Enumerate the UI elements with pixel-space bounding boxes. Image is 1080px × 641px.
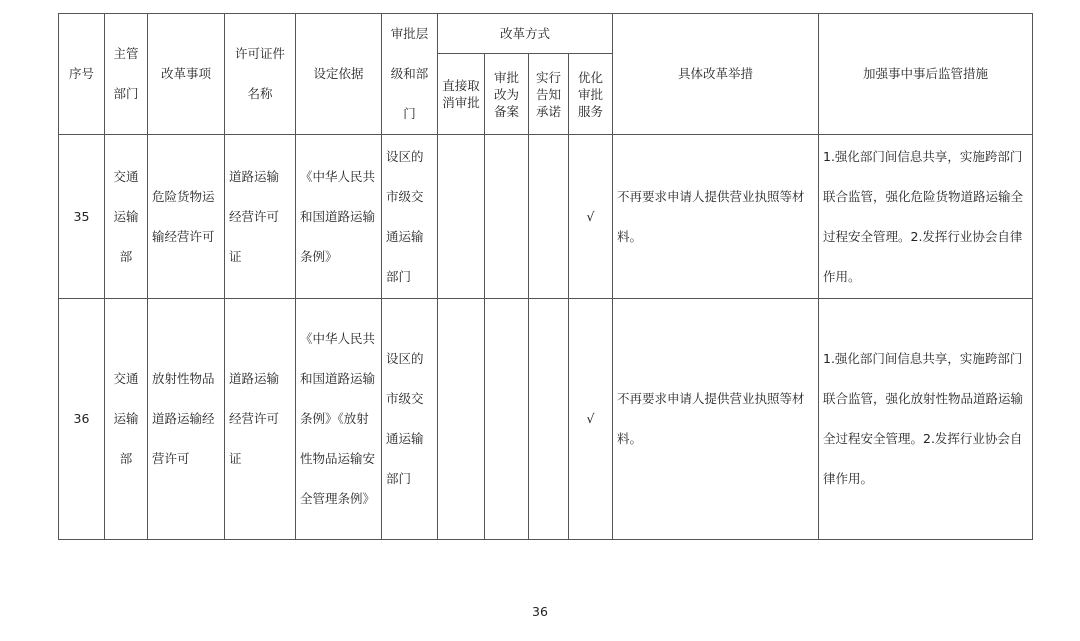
header-method-filing: 审批改为备案 (485, 54, 529, 135)
header-dept: 主管部门 (105, 14, 148, 135)
cell-supervision: 1.强化部门间信息共享，实施跨部门联合监管，强化危险货物道路运输全过程安全管理。2.发挥行业协会自律作用。 (819, 135, 1033, 299)
cell-license: 道路运输经营许可证 (225, 299, 296, 540)
cell-measures: 不再要求申请人提供营业执照等材料。 (613, 299, 819, 540)
cell-method-cancel (438, 299, 485, 540)
cell-method-cancel (438, 135, 485, 299)
header-method-cancel: 直接取消审批 (438, 54, 485, 135)
cell-dept: 交通运输部 (105, 135, 148, 299)
header-level: 审批层级和部门 (382, 14, 438, 135)
header-method-optimize: 优化审批服务 (569, 54, 613, 135)
header-basis: 设定依据 (296, 14, 382, 135)
cell-level: 设区的市级交通运输部门 (382, 299, 438, 540)
header-supervision: 加强事中事后监管措施 (819, 14, 1033, 135)
header-method-commitment: 实行告知承诺 (529, 54, 569, 135)
cell-item: 危险货物运输经营许可 (148, 135, 225, 299)
cell-seq: 36 (59, 299, 105, 540)
cell-item: 放射性物品道路运输经营许可 (148, 299, 225, 540)
header-method: 改革方式 (438, 14, 613, 54)
header-license: 许可证件名称 (225, 14, 296, 135)
cell-method-optimize: √ (569, 135, 613, 299)
table-row (59, 299, 1033, 540)
cell-method-commitment (529, 135, 569, 299)
cell-basis: 《中华人民共和国道路运输条例》《放射性物品运输安全管理条例》 (296, 299, 382, 540)
page-number: 36 (532, 604, 548, 619)
cell-supervision: 1.强化部门间信息共享，实施跨部门联合监管，强化放射性物品道路运输全过程安全管理。2.发挥行业协会自律作用。 (819, 299, 1033, 540)
cell-method-filing (485, 135, 529, 299)
cell-method-filing (485, 299, 529, 540)
cell-seq: 35 (59, 135, 105, 299)
reform-table (58, 13, 1033, 540)
header-item: 改革事项 (148, 14, 225, 135)
cell-license: 道路运输经营许可证 (225, 135, 296, 299)
table-row (59, 135, 1033, 299)
cell-measures: 不再要求申请人提供营业执照等材料。 (613, 135, 819, 299)
cell-method-optimize: √ (569, 299, 613, 540)
cell-method-commitment (529, 299, 569, 540)
cell-basis: 《中华人民共和国道路运输条例》 (296, 135, 382, 299)
header-seq: 序号 (59, 14, 105, 135)
header-measures: 具体改革举措 (613, 14, 819, 135)
cell-level: 设区的市级交通运输部门 (382, 135, 438, 299)
cell-dept: 交通运输部 (105, 299, 148, 540)
